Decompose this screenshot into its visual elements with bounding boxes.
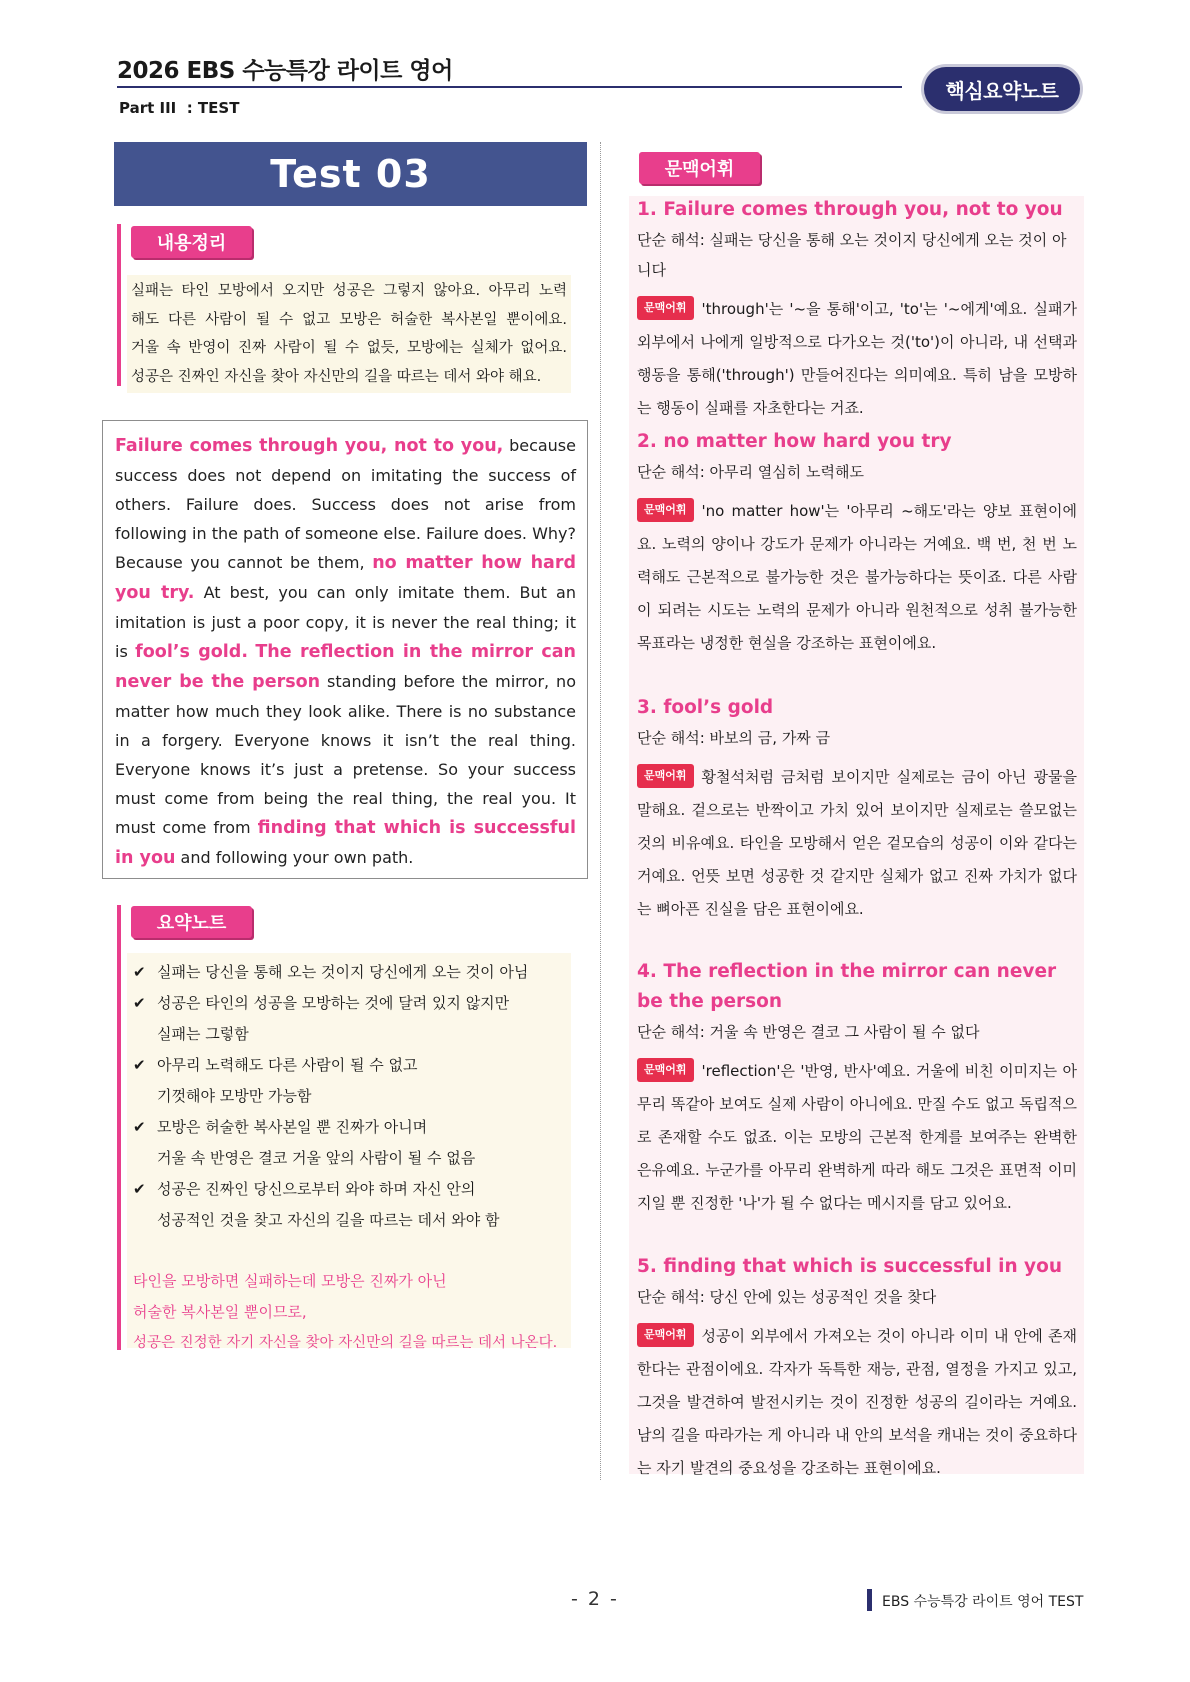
header-part: Part III : TEST	[119, 99, 240, 117]
check-text: 모방은 허술한 복사본일 뿐 진짜가 아니며	[157, 1118, 428, 1136]
vocab-explanation-text: 성공이 외부에서 가져오는 것이 아니라 이미 내 안에 존재한다는 관점이에요. 각자가 독특한 재능, 관점, 열정을 가지고 있고, 그것을 발견하여 발전시키는 것이 진정한 성공의 길이라는 거예요. 남의 길을 따라가는 게 아니라 내 안의 보석을 캐내는 것이 중요하다는 자기 발견의 중요성을 강조하는 표현이에요.	[637, 1327, 1077, 1477]
vocab-tag: 문맥어휘	[637, 1323, 694, 1347]
vocab-title: 5. finding that which is successful in you	[637, 1256, 1062, 1277]
vocab-explanation	[637, 1320, 1077, 1485]
check-text: 실패는 그렇함	[157, 1025, 249, 1043]
header-title: 2026 EBS 수능특강 라이트 영어	[117, 58, 453, 84]
vocab-translation: 단순 해석: 거울 속 반영은 결코 그 사람이 될 수 없다	[637, 1023, 980, 1041]
check-item	[133, 1174, 565, 1236]
passage-text	[115, 431, 576, 873]
vocab-explanation	[637, 495, 1077, 660]
check-icon: ✔	[133, 1180, 146, 1198]
vocab-item-1	[637, 195, 1077, 425]
vocab-explanation	[637, 1055, 1077, 1220]
check-item	[133, 1050, 565, 1112]
vocab-translation: 단순 해석: 바보의 금, 가짜 금	[637, 729, 831, 747]
passage-segment: because success does not depend on imitating the success of others. Failure does. Success does not arise from following in the path of someone else. Failure does. Why? Because you cannot be them,	[115, 436, 576, 572]
vocab-title: 3. fool’s gold	[637, 697, 774, 718]
check-text: 성공적인 것을 찾고 자신의 길을 따르는 데서 와야 함	[157, 1211, 500, 1229]
vocab-title: 2. no matter how hard you try	[637, 431, 952, 452]
passage-segment: and following your own path.	[175, 848, 414, 867]
column-divider	[600, 142, 601, 1480]
summary-line: 실패는 타인 모방에서 오지만 성공은 그렇지 않아요. 아무리 노력	[131, 283, 567, 299]
vocab-tag: 문맥어휘	[637, 764, 694, 788]
vocab-title: 1. Failure comes through you, not to you	[637, 199, 1063, 220]
summary-line: 해도 다른 사람이 될 수 없고 모방은 허술한 복사본일 뿐이에요.	[131, 311, 567, 328]
vocab-tag: 문맥어휘	[637, 1058, 694, 1082]
passage-highlight: no matter how hard you try.	[115, 553, 576, 603]
check-icon: ✔	[133, 1056, 146, 1074]
check-text: 기껏해야 모방만 가능함	[157, 1087, 312, 1105]
vocab-item-3	[637, 693, 1077, 926]
vocab-explanation-text: 'reflection'은 '반영, 반사'예요. 거울에 비친 이미지는 아무리 똑같아 보여도 실제 사람이 아니에요. 만질 수도 없고 독립적으로 존재할 수도 없죠. 이는 모방의 근본적 한계를 보여주는 완벽한 은유예요. 누군가를 아무리 완벽하게 따라 해도 그것은 표면적 이미지일 뿐 진정한 '나'가 될 수 없다는 메시지를 담고 있어요.	[637, 1062, 1077, 1212]
conclusion-line: 성공은 진정한 자기 자신을 찾아 자신만의 길을 따르는 데서 나온다.	[133, 1335, 558, 1351]
conclusion-line: 허술한 복사본일 뿐이므로,	[133, 1303, 307, 1321]
check-text: 거울 속 반영은 결코 거울 앞의 사람이 될 수 없음	[157, 1149, 476, 1167]
vocab-item-2	[637, 427, 1077, 660]
check-item	[133, 957, 565, 988]
check-text: 실패는 당신을 통해 오는 것이지 당신에게 오는 것이 아님	[157, 963, 529, 981]
header-divider	[117, 86, 902, 88]
check-item	[133, 988, 565, 1050]
check-text: 아무리 노력해도 다른 사람이 될 수 없고	[157, 1056, 418, 1074]
vocab-title: 4. The reflection in the mirror can never be the person	[637, 961, 1057, 1012]
passage-segment: At best, you can only imitate them. But an imitation is just a poor copy, it is never the real thing; it is	[115, 583, 576, 661]
vocab-tag: 문맥어휘	[637, 498, 694, 522]
check-icon: ✔	[133, 994, 146, 1012]
test-title-banner: Test 03	[114, 142, 587, 206]
yoyak-section-bar	[117, 905, 121, 1350]
vocab-translation: 단순 해석: 당신 안에 있는 성공적인 것을 찾다	[637, 1288, 937, 1306]
summary-section-bar	[117, 224, 121, 386]
passage-highlight: Failure comes through you, not to you,	[115, 436, 504, 456]
summary-line: 거울 속 반영이 진짜 사람이 될 수 없듯, 모방에는 실체가 없어요.	[131, 340, 567, 357]
footer-accent-bar	[867, 1589, 872, 1611]
vocab-explanation-text: 'through'는 '~을 통해'이고, 'to'는 '~에게'예요. 실패가 외부에서 나에게 일방적으로 다가오는 것('to')이 아니라, 내 선택과 행동을 통해('through') 만들어진다는 의미예요. 특히 남을 모방하는 행동이 실패를 자초한다는 거죠.	[637, 300, 1077, 417]
summary-label: 내용정리	[131, 226, 252, 258]
footer-text: EBS 수능특강 라이트 영어 TEST	[882, 1594, 1084, 1610]
yoyak-conclusion	[133, 1266, 565, 1359]
header-badge: 핵심요약노트	[924, 67, 1080, 111]
passage-box	[102, 420, 588, 879]
vocab-explanation-text: 황철석처럼 금처럼 보이지만 실제로는 금이 아닌 광물을 말해요. 겉으로는 반짝이고 가치 있어 보이지만 실제로는 쓸모없는 것의 비유예요. 타인을 모방해서 얻은 겉모습의 성공이 이와 같다는 거예요. 언뜻 보면 성공한 것 같지만 실체가 없고 진짜 가치가 없다는 뼈아픈 진실을 담은 표현이에요.	[637, 768, 1077, 918]
vocab-translation: 단순 해석: 아무리 열심히 노력해도	[637, 463, 864, 481]
vocab-item-4	[637, 957, 1077, 1220]
vocab-tag: 문맥어휘	[637, 296, 694, 320]
check-text: 성공은 타인의 성공을 모방하는 것에 달려 있지 않지만	[157, 994, 510, 1012]
passage-highlight: fool’s gold.	[135, 642, 248, 662]
page-number: - 2 -	[571, 1588, 619, 1610]
conclusion-line: 타인을 모방하면 실패하는데 모방은 진짜가 아닌	[133, 1272, 447, 1290]
passage-segment: standing before the mirror, no matter how much they look alike. There is no substance in a forgery. Everyone knows it isn’t the real thing. Everyone knows it’s just a pretense. So your success must come from being the real thing, the real you. It must come from	[115, 672, 576, 837]
summary-box	[127, 275, 571, 393]
check-icon: ✔	[133, 963, 146, 981]
summary-line: 성공은 진짜인 자신을 찾아 자신만의 길을 따르는 데서 와야 해요.	[131, 368, 542, 385]
check-text: 성공은 진짜인 당신으로부터 와야 하며 자신 안의	[157, 1180, 476, 1198]
vocab-item-5	[637, 1252, 1077, 1485]
yoyak-box	[127, 953, 571, 1351]
check-item	[133, 1112, 565, 1174]
yoyak-label: 요약노트	[131, 906, 252, 938]
vocab-translation: 단순 해석: 실패는 당신을 통해 오는 것이지 당신에게 오는 것이 아니다	[637, 231, 1067, 279]
vocab-explanation	[637, 761, 1077, 926]
check-icon: ✔	[133, 1118, 146, 1136]
passage-highlight: finding that which is successful in you	[115, 818, 577, 868]
vocab-label: 문맥어휘	[639, 152, 760, 184]
passage-highlight: The reflection in the mirror can never be the person	[115, 642, 576, 692]
vocab-explanation-text: 'no matter how'는 '아무리 ~해도'라는 양보 표현이에요. 노력의 양이나 강도가 문제가 아니라는 거예요. 백 번, 천 번 노력해도 근본적으로 불가능한 것은 불가능하다는 뜻이죠. 다른 사람이 되려는 시도는 노력의 문제가 아니라 원천적으로 성취 불가능한 목표라는 냉정한 현실을 강조하는 표현이에요.	[637, 502, 1077, 652]
vocab-explanation	[637, 293, 1077, 425]
